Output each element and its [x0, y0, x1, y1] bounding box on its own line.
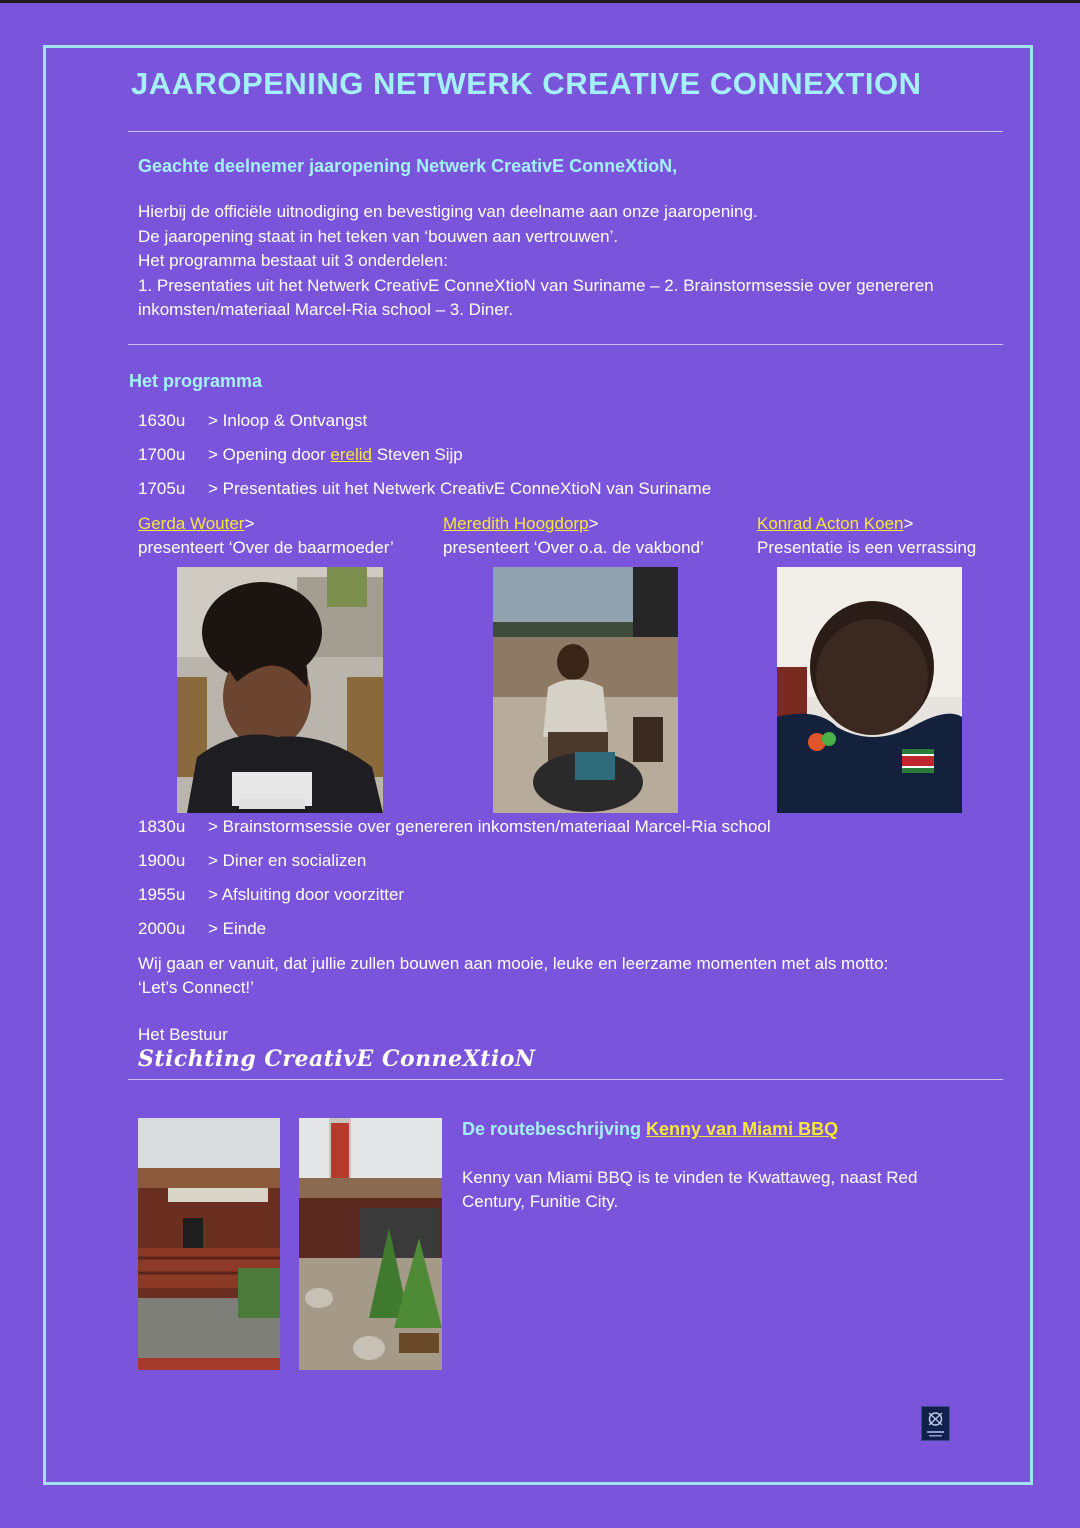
program-time: 1900u	[138, 851, 186, 870]
intro-line: Het programma bestaat uit 3 onderdelen:	[138, 251, 448, 270]
route-link[interactable]: Kenny van Miami BBQ	[646, 1119, 839, 1139]
closing-line: ‘Let’s Connect!’	[138, 978, 254, 997]
photo-gerda	[177, 567, 383, 813]
program-item	[138, 409, 367, 433]
intro-line: Hierbij de officiële uitnodiging en bevestiging van deelname aan onze jaaropening.	[138, 202, 758, 221]
intro-line: De jaaropening staat in het teken van ‘bouwen aan vertrouwen’.	[138, 226, 619, 246]
erelid-link[interactable]: erelid	[330, 445, 372, 464]
presenter-arrow: >	[244, 514, 255, 533]
photo-restaurant-front	[138, 1118, 280, 1370]
presenter-topic: presenteert ‘Over de baarmoeder’	[138, 538, 394, 557]
program-time: 2000u	[138, 919, 186, 938]
program-time: 1630u	[138, 411, 186, 430]
program-text: > Afsluiting door voorzitter	[208, 885, 405, 904]
intro-line: 1. Presentaties uit het Netwerk CreativE ConneXtioN van Suriname – 2. Brainstormsessie over genereren	[138, 275, 934, 295]
presenter-name-link[interactable]: Meredith Hoogdorp	[443, 514, 589, 533]
program-text: > Brainstormsessie over genereren inkomsten/materiaal Marcel-Ria school	[208, 817, 771, 836]
photo-restaurant-sign	[299, 1118, 442, 1370]
route-description: Kenny van Miami BBQ is te vinden te Kwattaweg, naast Red Century, Funitie City.	[462, 1168, 918, 1211]
program-time: 1830u	[138, 817, 186, 836]
program-text: > Einde	[208, 919, 267, 938]
program-time: 1700u	[138, 445, 186, 464]
closing-line: Wij gaan er vanuit, dat jullie zullen bouwen aan mooie, leuke en leerzame momenten met als motto:	[138, 954, 889, 973]
program-item	[138, 917, 266, 941]
intro-line: inkomsten/materiaal Marcel-Ria school – 3. Diner.	[138, 300, 514, 319]
presenter-topic: presenteert ‘Over o.a. de vakbond’	[443, 538, 704, 557]
closing-text	[138, 952, 998, 1000]
program-item	[138, 815, 771, 839]
program-text: Steven Sijp	[372, 445, 463, 464]
photo-konrad	[777, 567, 962, 813]
presenter-name-link[interactable]: Konrad Acton Koen	[757, 514, 904, 533]
program-item	[138, 883, 404, 907]
signature-organization: Stichting CreativE ConneXtioN	[138, 1046, 536, 1072]
page-title: JAAROPENING NETWERK CREATIVE CONNEXTION	[131, 66, 922, 101]
presenter-meredith	[443, 512, 704, 560]
divider	[128, 131, 1003, 132]
program-item	[138, 477, 711, 501]
program-time: 1955u	[138, 885, 186, 904]
program-heading: Het programma	[129, 371, 263, 391]
top-edge	[0, 0, 1080, 3]
route-heading-text: De routebeschrijving	[462, 1119, 647, 1139]
presenter-arrow: >	[903, 514, 914, 533]
route-heading	[462, 1119, 838, 1140]
presenter-topic: Presentatie is een verrassing	[757, 538, 977, 557]
presenter-arrow: >	[588, 514, 599, 533]
presenter-konrad	[757, 512, 976, 560]
program-item	[138, 849, 366, 873]
organization-logo	[921, 1406, 950, 1441]
divider	[128, 1079, 1003, 1080]
program-text: > Opening door	[208, 445, 331, 464]
photo-meredith	[493, 567, 678, 813]
presenter-gerda	[138, 512, 394, 560]
program-text: > Presentaties uit het Netwerk CreativE ConneXtioN van Suriname	[208, 479, 712, 498]
program-item	[138, 443, 463, 467]
intro-text	[138, 200, 1008, 323]
program-time: 1705u	[138, 479, 186, 498]
salutation: Geachte deelnemer jaaropening Netwerk CreativE ConneXtioN,	[138, 156, 678, 176]
program-text: > Inloop & Ontvangst	[208, 411, 368, 430]
divider	[128, 344, 1003, 345]
presenter-name-link[interactable]: Gerda Wouter	[138, 514, 245, 533]
signature-board: Het Bestuur	[138, 1025, 228, 1044]
program-text: > Diner en socializen	[208, 851, 367, 870]
